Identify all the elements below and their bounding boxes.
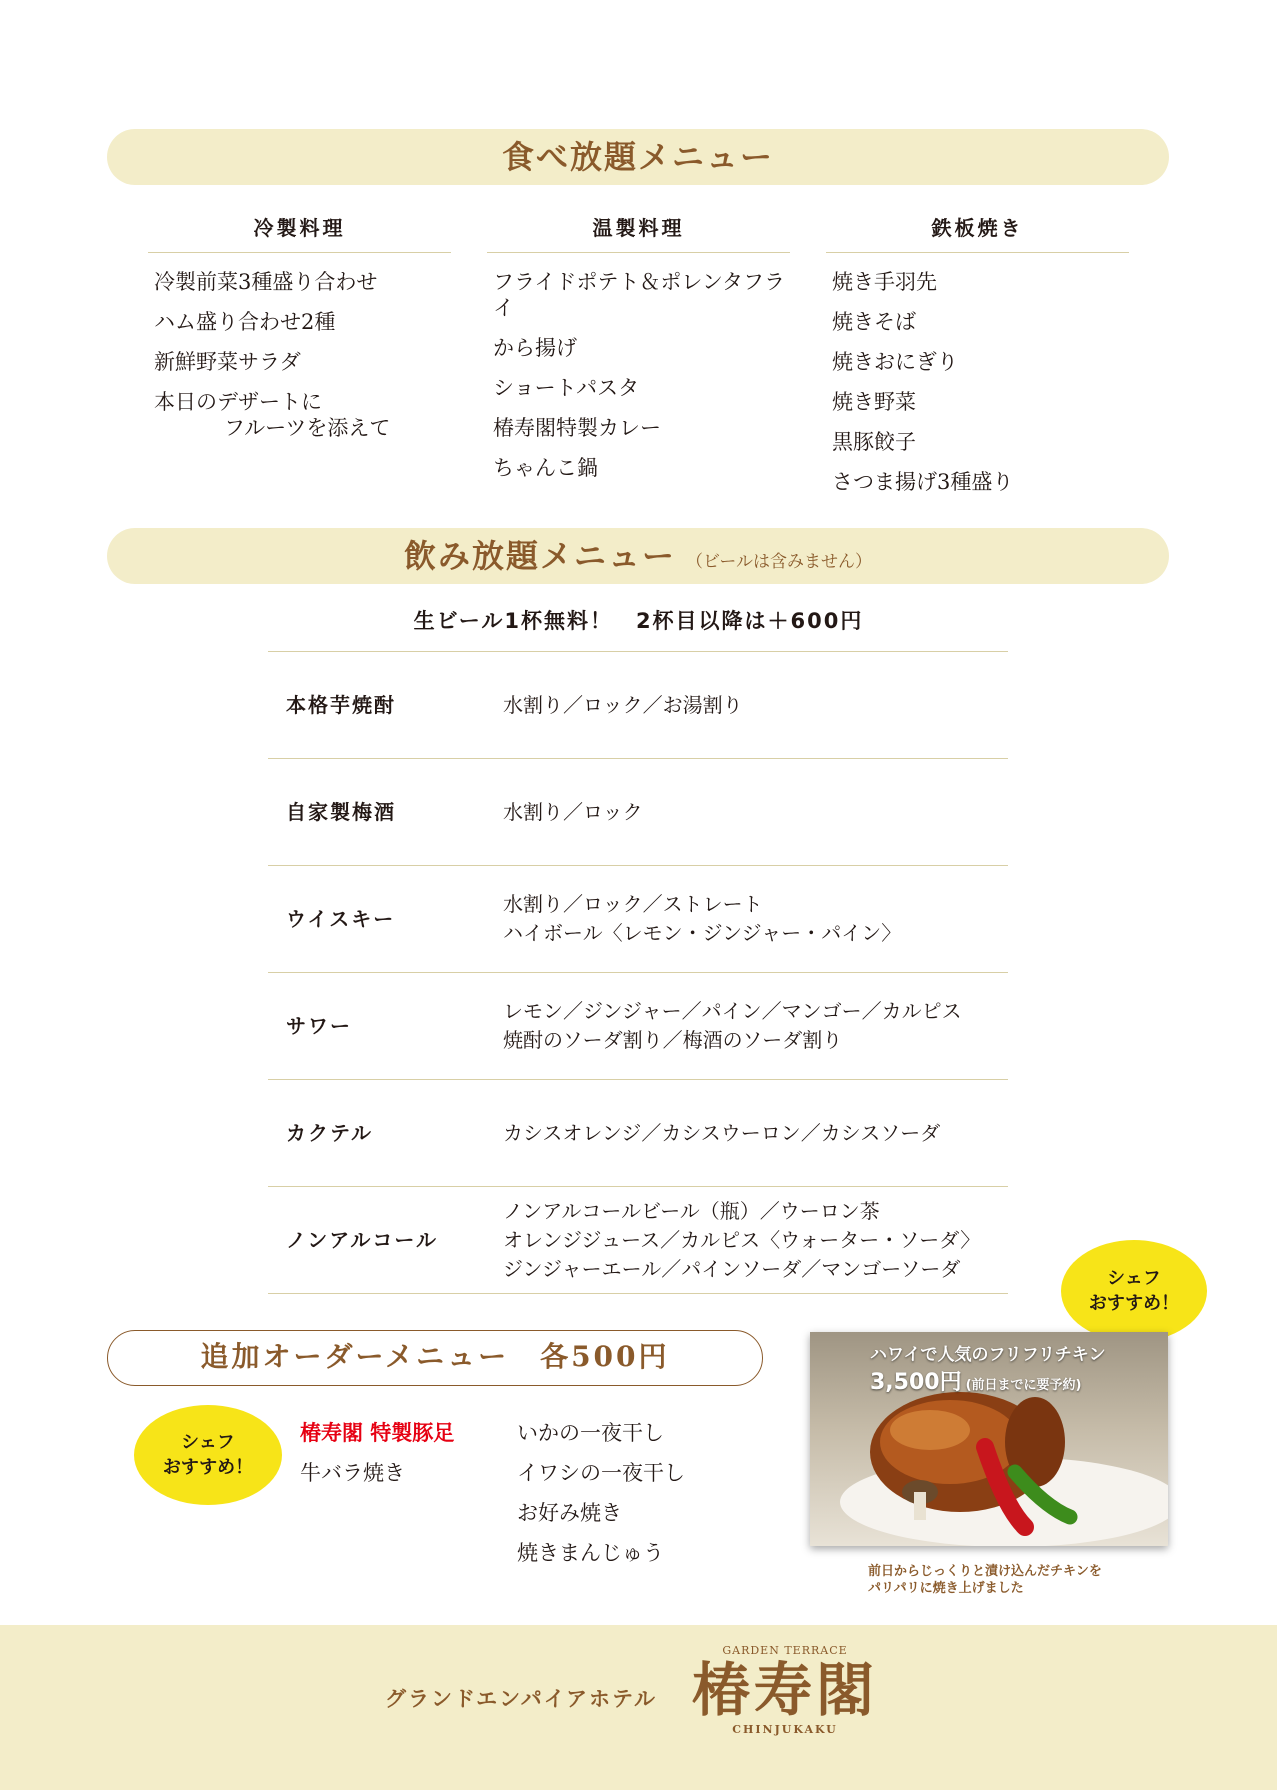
additional-list-1 bbox=[300, 1420, 454, 1500]
drink-option-line: 水割り／ロック／お湯割り bbox=[503, 692, 743, 717]
drink-menu-title-text: 飲み放題メニュー bbox=[404, 537, 677, 575]
list-item: 牛バラ焼き bbox=[300, 1461, 405, 1485]
list-item: 焼き手羽先 bbox=[832, 270, 937, 294]
table-row bbox=[268, 972, 1008, 1079]
additional-menu-header bbox=[107, 1330, 763, 1386]
food-menu-title: 食べ放題メニュー bbox=[501, 138, 774, 176]
drink-option-line: オレンジジュース／カルピス〈ウォーター・ソーダ〉 bbox=[503, 1227, 981, 1252]
photo-price-note: (前日までに要予約) bbox=[965, 1378, 1082, 1393]
drink-menu-note: （ビールは含みません） bbox=[686, 552, 872, 572]
additional-menu-title: 追加オーダーメニュー 各500円 bbox=[200, 1340, 670, 1373]
list-item: ショートパスタ bbox=[493, 376, 640, 400]
list-item-line: フルーツを添えて bbox=[224, 416, 391, 440]
list-item: 黒豚餃子 bbox=[832, 430, 916, 454]
drink-category: 本格芋焼酎 bbox=[286, 693, 396, 717]
list-item: ちゃんこ鍋 bbox=[493, 456, 598, 480]
table-row bbox=[268, 1186, 1008, 1294]
drink-menu-title bbox=[107, 528, 1169, 590]
list-item: 焼きまんじゅう bbox=[517, 1541, 664, 1565]
list-item: 焼き野菜 bbox=[832, 390, 916, 414]
list-item: いかの一夜干し bbox=[517, 1421, 664, 1445]
table-row bbox=[268, 865, 1008, 972]
photo-price: 3,500円 bbox=[870, 1370, 962, 1395]
drink-option-line: カシスオレンジ／カシスウーロン／カシスソーダ bbox=[503, 1120, 941, 1145]
list-item: 焼きおにぎり bbox=[832, 350, 958, 374]
chef-recommend-badge bbox=[1061, 1240, 1207, 1342]
hotel-name: グランドエンパイアホテル bbox=[385, 1686, 658, 1711]
chicken-photo bbox=[810, 1332, 1168, 1546]
drink-option-line: ジンジャーエール／パインソーダ／マンゴーソーダ bbox=[503, 1256, 961, 1281]
drink-option-line: 焼酎のソーダ割り／梅酒のソーダ割り bbox=[503, 1028, 843, 1052]
footer bbox=[0, 1625, 1277, 1790]
drink-category: ノンアルコール bbox=[286, 1228, 438, 1252]
table-row bbox=[268, 651, 1008, 758]
table-row bbox=[268, 1079, 1008, 1186]
drink-options bbox=[503, 973, 962, 1079]
drink-options bbox=[503, 759, 643, 865]
badge-line: おすすめ！ bbox=[1088, 1293, 1180, 1314]
chef-recommend-badge bbox=[134, 1405, 282, 1505]
chinjukaku-logo bbox=[680, 1625, 890, 1736]
drink-menu-header bbox=[107, 528, 1169, 584]
list-item: フライドポテト＆ポレンタフライ bbox=[493, 270, 786, 320]
logo-bottom-text: CHINJUKAKU bbox=[732, 1723, 838, 1736]
drink-category: カクテル bbox=[286, 1121, 373, 1145]
list-item: イワシの一夜干し bbox=[517, 1461, 685, 1485]
list-item: 椿寿閣特製カレー bbox=[493, 416, 661, 440]
badge-line: おすすめ！ bbox=[162, 1457, 254, 1478]
drink-options bbox=[503, 652, 743, 758]
photo-headline: ハワイで人気のフリフリチキン bbox=[870, 1345, 1106, 1365]
drink-options bbox=[503, 1187, 980, 1293]
drink-option-line: ノンアルコールビール（瓶）／ウーロン茶 bbox=[503, 1198, 880, 1223]
list-item: 椿寿閣 特製豚足 bbox=[300, 1420, 455, 1445]
free-beer-notice: 生ビール1杯無料！ 2杯目以降は＋600円 bbox=[413, 609, 864, 633]
food-menu-header bbox=[107, 129, 1169, 185]
column-heading: 冷製料理 bbox=[148, 210, 451, 253]
column-heading: 鉄板焼き bbox=[826, 210, 1129, 253]
teppanyaki-column bbox=[826, 210, 1129, 509]
list-item: から揚げ bbox=[493, 336, 577, 360]
drink-options bbox=[503, 866, 901, 972]
badge-line: シェフ bbox=[181, 1432, 235, 1453]
drink-category: サワー bbox=[286, 1014, 352, 1038]
photo-description-line: 前日からじっくりと漬け込んだチキンを bbox=[868, 1564, 1102, 1579]
drink-option-line: レモン／ジンジャー／パイン／マンゴー／カルピス bbox=[503, 999, 962, 1023]
logo-text: 椿寿閣 bbox=[691, 1656, 878, 1724]
column-heading: 温製料理 bbox=[487, 210, 790, 253]
list-item: 焼きそば bbox=[832, 310, 916, 334]
list-item: ハム盛り合わせ2種 bbox=[154, 310, 336, 334]
hot-dishes-column bbox=[487, 210, 790, 495]
drink-table bbox=[268, 651, 1008, 1294]
list-item bbox=[154, 389, 451, 441]
list-item: 新鮮野菜サラダ bbox=[154, 350, 301, 374]
photo-description-line: パリパリに焼き上げました bbox=[868, 1581, 1024, 1596]
drink-option-line: ハイボール〈レモン・ジンジャー・パイン〉 bbox=[503, 921, 902, 945]
logo-top-text: GARDEN TERRACE bbox=[722, 1644, 848, 1657]
cold-dishes-column bbox=[148, 210, 451, 455]
table-row bbox=[268, 758, 1008, 865]
list-item: さつま揚げ3種盛り bbox=[832, 470, 1014, 494]
badge-line: シェフ bbox=[1107, 1268, 1161, 1289]
drink-option-line: 水割り／ロック bbox=[503, 799, 643, 824]
drink-option-line: 水割り／ロック／ストレート bbox=[503, 892, 763, 916]
photo-description bbox=[868, 1563, 1102, 1597]
photo-caption bbox=[870, 1340, 1106, 1396]
list-item-line: 本日のデザートに bbox=[154, 390, 322, 414]
list-item: 冷製前菜3種盛り合わせ bbox=[154, 270, 378, 294]
additional-list-2 bbox=[517, 1420, 685, 1580]
drink-category: 自家製梅酒 bbox=[286, 800, 396, 824]
drink-options bbox=[503, 1080, 940, 1186]
list-item: お好み焼き bbox=[517, 1501, 622, 1525]
drink-category: ウイスキー bbox=[286, 907, 396, 931]
